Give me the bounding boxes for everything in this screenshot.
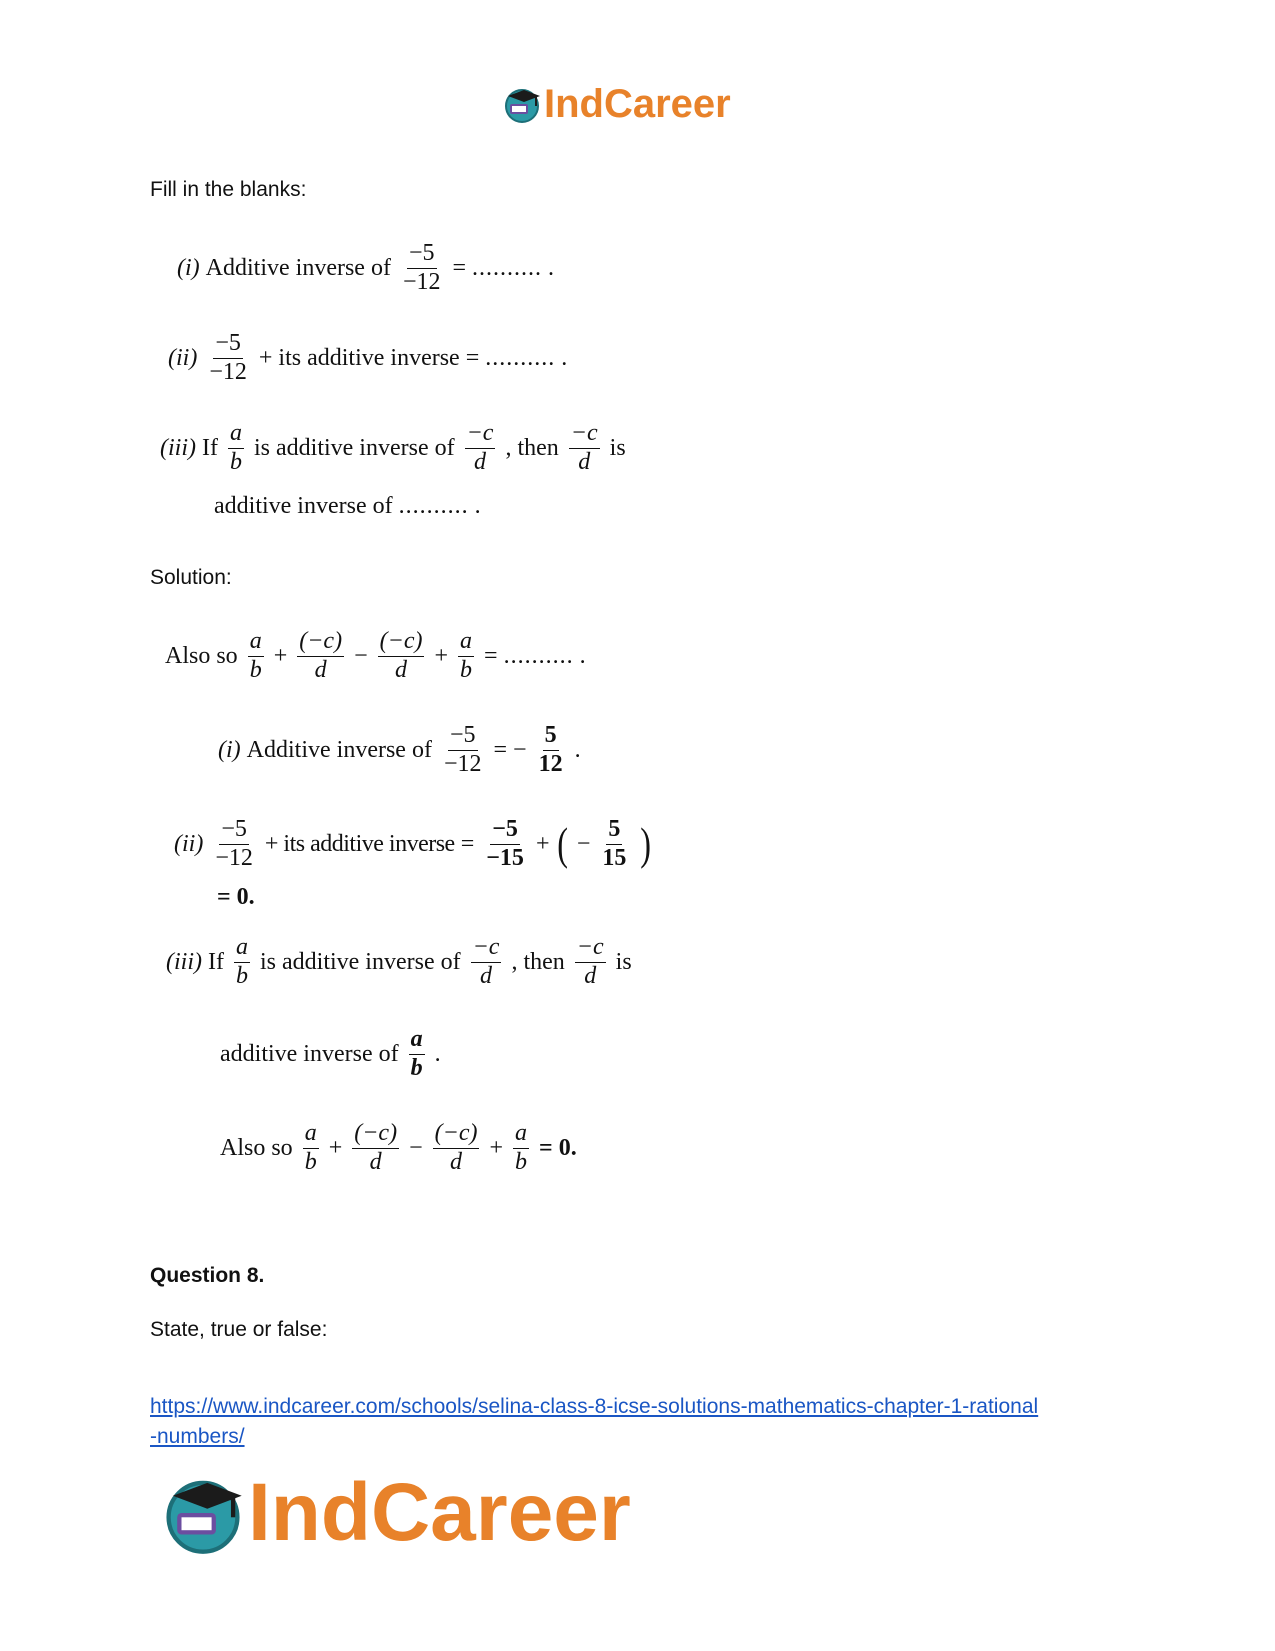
period: . xyxy=(579,642,586,669)
denominator: d xyxy=(395,656,408,683)
fraction xyxy=(207,330,249,386)
numerator: −5 xyxy=(490,816,520,845)
denominator: d xyxy=(474,448,487,475)
denominator: b xyxy=(235,962,248,989)
denominator: b xyxy=(410,1054,423,1081)
plus: + xyxy=(434,642,449,669)
denominator: b xyxy=(460,656,473,683)
numerator: a xyxy=(303,1120,319,1149)
header-logo xyxy=(502,78,772,130)
item-label: (iii) xyxy=(160,434,196,461)
then-word: , then xyxy=(505,434,559,461)
solution-ii-result: = 0. xyxy=(217,884,255,910)
footer-logo xyxy=(160,1468,700,1558)
numerator: −c xyxy=(471,934,502,963)
denominator: d xyxy=(450,1148,463,1175)
fraction xyxy=(484,816,526,872)
question-text: State, true or false: xyxy=(150,1318,328,1341)
equals: = xyxy=(452,254,467,281)
numerator: −5 xyxy=(407,240,437,269)
item-text: Additive inverse of xyxy=(246,736,432,763)
fraction xyxy=(213,816,255,872)
blank: .......... xyxy=(503,642,574,669)
denominator: −12 xyxy=(209,358,247,385)
also-so: Also so xyxy=(165,642,238,669)
fraction-neg-c-d xyxy=(471,934,502,990)
fraction-neg-c-d xyxy=(465,420,496,476)
denominator: b xyxy=(229,448,242,475)
solution-item-ii xyxy=(174,816,654,872)
graduation-cap-globe-icon xyxy=(160,1470,246,1556)
fraction-a-b xyxy=(248,628,264,684)
denominator: d xyxy=(584,962,597,989)
item-label: (i) xyxy=(177,254,200,281)
numerator: (−c) xyxy=(297,628,344,657)
fraction xyxy=(600,816,628,872)
problem-item-iii-line2 xyxy=(214,493,481,520)
denominator: d xyxy=(578,448,591,475)
period: . xyxy=(561,344,568,371)
period: . xyxy=(548,254,555,281)
denominator: −15 xyxy=(486,844,524,871)
item-label: (i) xyxy=(218,736,241,763)
left-paren: ( xyxy=(557,818,569,870)
item-text: + its additive inverse xyxy=(264,830,455,857)
denominator: 15 xyxy=(602,844,627,871)
blank: .......... xyxy=(398,493,469,519)
item-text: + its additive inverse xyxy=(258,344,460,371)
item-text: additive inverse of xyxy=(214,493,393,519)
plus: + xyxy=(535,830,550,857)
numerator: a xyxy=(409,1026,425,1055)
minus: − xyxy=(354,642,368,669)
item-text: is additive inverse of xyxy=(259,948,461,975)
numerator: a xyxy=(228,420,244,449)
equals: = xyxy=(465,344,480,371)
brand-name: IndCareer xyxy=(248,1467,631,1558)
equals: = xyxy=(493,736,508,763)
period: . xyxy=(574,736,581,763)
denominator: 12 xyxy=(538,750,563,777)
also-so: Also so xyxy=(220,1134,293,1161)
item-text: is additive inverse of xyxy=(253,434,455,461)
is-word: is xyxy=(609,434,626,461)
if-word: If xyxy=(202,434,218,461)
plus: + xyxy=(273,642,288,669)
if-word: If xyxy=(208,948,224,975)
numerator: −5 xyxy=(448,722,478,751)
fraction-neg-c-d xyxy=(297,628,344,684)
then-word: , then xyxy=(511,948,565,975)
denominator: −12 xyxy=(443,750,482,777)
equals: = xyxy=(484,642,498,669)
graduation-cap-globe-icon xyxy=(502,84,542,124)
fraction-neg-c-d xyxy=(352,1120,399,1176)
minus-sign: − xyxy=(513,736,527,763)
blank: .......... xyxy=(485,344,556,371)
item-text: Additive inverse of xyxy=(205,254,391,281)
numerator: (−c) xyxy=(433,1120,480,1149)
question-title: Question 8. xyxy=(150,1264,265,1287)
numerator: −c xyxy=(465,420,496,449)
denominator: d xyxy=(369,1148,382,1175)
denominator: d xyxy=(480,962,493,989)
fraction-neg-c-d xyxy=(569,420,600,476)
numerator: −c xyxy=(575,934,606,963)
denominator: −12 xyxy=(215,844,253,871)
numerator: a xyxy=(458,628,474,657)
numerator: −5 xyxy=(219,816,249,845)
fraction-a-b xyxy=(409,1026,425,1082)
fraction-a-b xyxy=(303,1120,319,1176)
numerator: (−c) xyxy=(352,1120,399,1149)
brand-name: IndCareer xyxy=(544,81,731,126)
problem-item-i xyxy=(177,240,554,296)
solution-item-i xyxy=(218,722,581,778)
fraction-a-b xyxy=(234,934,250,990)
minus-sign: − xyxy=(576,830,591,857)
numerator: 5 xyxy=(606,816,622,845)
numerator: a xyxy=(513,1120,529,1149)
fraction xyxy=(442,722,484,778)
source-link-line1[interactable]: https://www.indcareer.com/schools/selina-class-8-icse-solutions-mathematics-chapter-1-rational xyxy=(150,1395,1039,1418)
denominator: d xyxy=(314,656,327,683)
equals-zero: = 0. xyxy=(539,1134,577,1161)
solution-label: Solution: xyxy=(150,566,232,589)
solution-item-iii xyxy=(166,934,632,990)
fraction xyxy=(401,240,443,296)
problem-item-iii xyxy=(160,420,626,476)
plus: + xyxy=(328,1134,343,1161)
numerator: 5 xyxy=(543,722,559,751)
numerator: −c xyxy=(569,420,600,449)
denominator: b xyxy=(304,1148,317,1175)
numerator: a xyxy=(248,628,264,657)
item-label: (iii) xyxy=(166,948,202,975)
denominator: b xyxy=(515,1148,528,1175)
numerator: −5 xyxy=(213,330,243,359)
denominator: b xyxy=(249,656,262,683)
is-word: is xyxy=(615,948,632,975)
denominator: −12 xyxy=(402,268,441,295)
fraction-neg-c-d xyxy=(575,934,606,990)
item-label: (ii) xyxy=(174,830,204,857)
source-link[interactable] xyxy=(150,1392,1130,1452)
source-link-line2[interactable]: -numbers/ xyxy=(150,1425,245,1448)
item-text: additive inverse of xyxy=(220,1040,399,1067)
plus: + xyxy=(489,1134,504,1161)
item-label: (ii) xyxy=(168,344,198,371)
result-fraction xyxy=(537,722,565,778)
fraction-neg-c-d xyxy=(433,1120,480,1176)
period: . xyxy=(434,1040,441,1067)
fraction-a-b xyxy=(458,628,474,684)
solution-also-line xyxy=(220,1120,577,1176)
numerator: (−c) xyxy=(378,628,425,657)
fraction-a-b xyxy=(513,1120,529,1176)
problem-also-line xyxy=(165,628,586,684)
equals: = xyxy=(460,830,475,857)
blank: .......... xyxy=(472,254,543,281)
right-paren: ) xyxy=(640,818,652,870)
fraction-a-b xyxy=(228,420,244,476)
period: . xyxy=(474,493,481,519)
solution-item-iii-line2 xyxy=(220,1026,441,1082)
fraction-neg-c-d xyxy=(378,628,425,684)
numerator: a xyxy=(234,934,250,963)
problem-item-ii xyxy=(168,330,567,386)
question-intro: Fill in the blanks: xyxy=(150,178,307,201)
minus: − xyxy=(409,1134,423,1161)
